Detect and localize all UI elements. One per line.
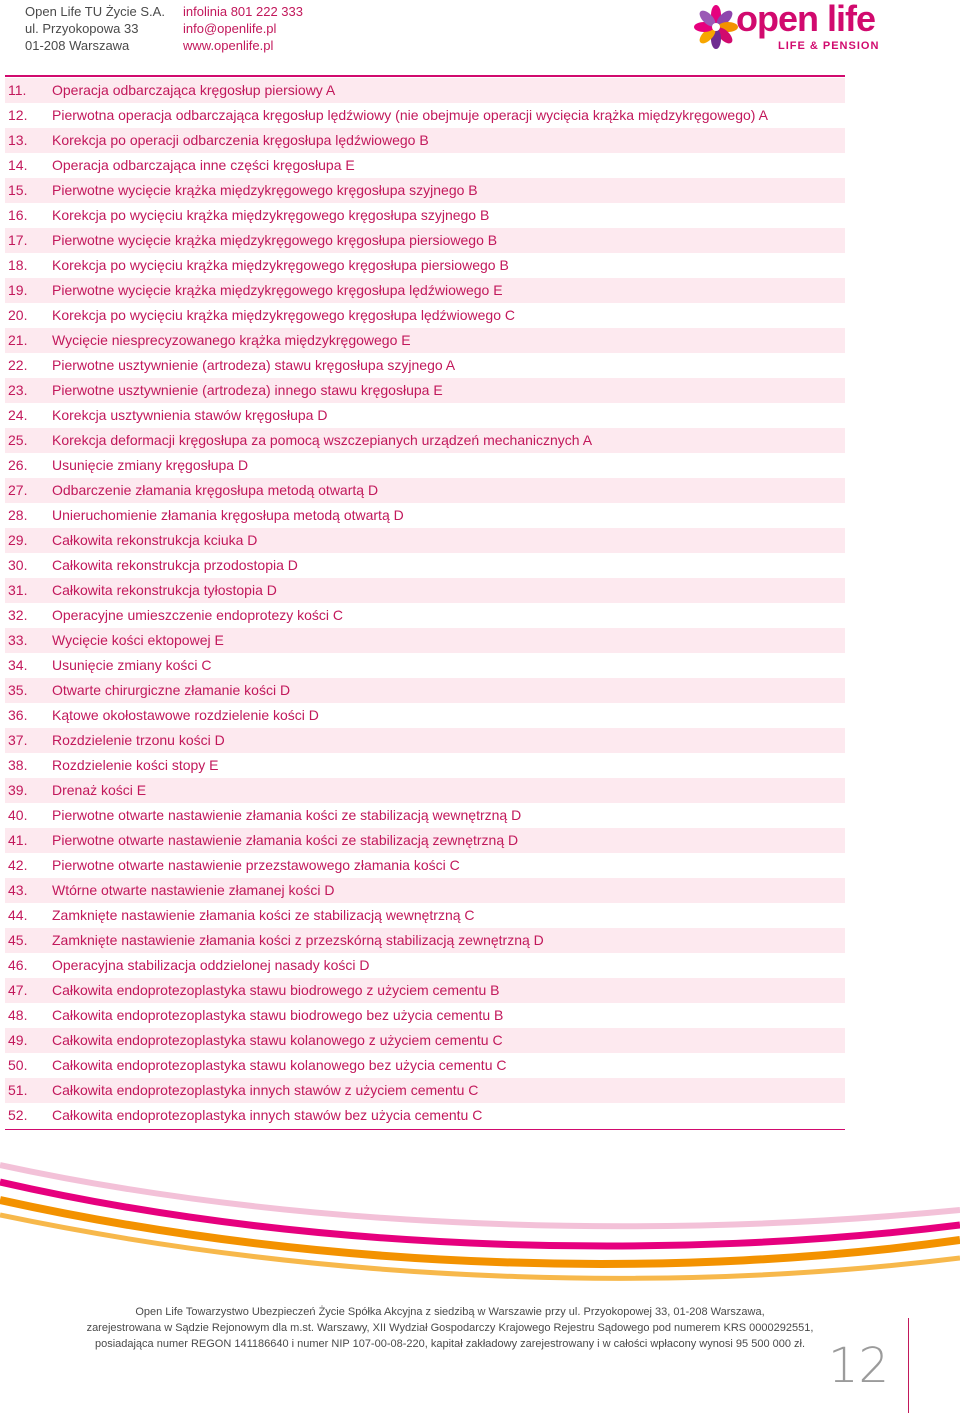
item-text: Korekcja po wycięciu krążka międzykręgowego kręgosłupa lędźwiowego C [52,307,515,323]
list-item [5,1028,845,1053]
company-address [25,3,165,54]
item-number: 23. [8,382,28,398]
list-item [5,653,845,678]
open-life-logo [694,2,884,54]
item-number: 32. [8,607,28,623]
item-number: 52. [8,1107,28,1123]
item-number: 17. [8,232,28,248]
list-item [5,1053,845,1078]
item-text: Całkowita endoprotezoplastyka stawu kolanowego z użyciem cementu C [52,1032,503,1048]
list-item [5,603,845,628]
item-number: 33. [8,632,28,648]
list-item [5,528,845,553]
list-item [5,703,845,728]
list-item [5,78,845,103]
list-item [5,753,845,778]
item-text: Unieruchomienie złamania kręgosłupa metodą otwartą D [52,507,404,523]
list-item [5,728,845,753]
list-item [5,128,845,153]
list-item [5,453,845,478]
item-text: Pierwotne usztywnienie (artrodeza) stawu kręgosłupa szyjnego A [52,357,456,373]
item-number: 29. [8,532,28,548]
item-number: 46. [8,957,28,973]
legal-footer [70,1304,830,1352]
item-text: Pierwotna operacja odbarczająca kręgosłup lędźwiowy (nie obejmuje operacji wycięcia krążka międzykręgowego) A [52,107,768,123]
list-item [5,628,845,653]
item-number: 20. [8,307,28,323]
list-end-rule [5,1129,845,1130]
item-text: Całkowita endoprotezoplastyka innych stawów z użyciem cementu C [52,1082,479,1098]
item-text: Korekcja deformacji kręgosłupa za pomocą wszczepianych urządzeń mechanicznych A [52,432,593,448]
list-item [5,278,845,303]
item-number: 48. [8,1007,28,1023]
item-text: Usunięcie zmiany kości C [52,657,212,673]
item-text: Korekcja po wycięciu krążka międzykręgowego kręgosłupa szyjnego B [52,207,490,223]
list-item [5,503,845,528]
item-text: Korekcja po operacji odbarczenia kręgosłupa lędźwiowego B [52,132,429,148]
item-number: 34. [8,657,28,673]
header-rule [5,75,845,77]
company-street: ul. Przyokopowa 33 [25,21,139,36]
list-item [5,953,845,978]
item-text: Całkowita rekonstrukcja przodostopia D [52,557,298,573]
item-number: 49. [8,1032,28,1048]
item-text: Korekcja usztywnienia stawów kręgosłupa D [52,407,328,423]
item-number: 41. [8,832,28,848]
list-item [5,978,845,1003]
list-item [5,778,845,803]
item-text: Pierwotne wycięcie krążka międzykręgowego kręgosłupa piersiowego B [52,232,498,248]
item-text: Wycięcie niesprecyzowanego krążka międzykręgowego E [52,332,411,348]
footer-line-1: Open Life Towarzystwo Ubezpieczeń Życie Spółka Akcyjna z siedzibą w Warszawie przy ul. Przyokopowej 33, 01-208 Warszawa, [135,1306,765,1318]
item-number: 36. [8,707,28,723]
item-number: 50. [8,1057,28,1073]
item-text: Operacja odbarczająca inne części kręgosłupa E [52,157,355,173]
item-text: Całkowita endoprotezoplastyka stawu biodrowego bez użycia cementu B [52,1007,504,1023]
list-item [5,303,845,328]
item-number: 11. [8,82,27,98]
list-item [5,1103,845,1128]
item-number: 39. [8,782,28,798]
item-number: 19. [8,282,28,298]
item-number: 26. [8,457,28,473]
list-item [5,678,845,703]
list-item [5,553,845,578]
website-link[interactable]: www.openlife.pl [183,38,274,53]
list-item [5,378,845,403]
item-text: Całkowita endoprotezoplastyka stawu biodrowego z użyciem cementu B [52,982,500,998]
list-item [5,228,845,253]
item-number: 51. [8,1082,28,1098]
item-number: 27. [8,482,28,498]
company-name: Open Life TU Życie S.A. [25,4,165,19]
item-text: Pierwotne usztywnienie (artrodeza) innego stawu kręgosłupa E [52,382,443,398]
item-number: 14. [8,157,28,173]
decorative-waves [0,1140,960,1300]
item-text: Rozdzielenie trzonu kości D [52,732,225,748]
item-number: 42. [8,857,28,873]
hotline: infolinia 801 222 333 [183,4,303,19]
list-item [5,153,845,178]
list-item [5,878,845,903]
procedure-list [5,78,845,1128]
item-number: 21. [8,332,28,348]
item-number: 13. [8,132,28,148]
list-item [5,828,845,853]
item-number: 15. [8,182,28,198]
list-item [5,478,845,503]
item-text: Wtórne otwarte nastawienie złamanej kości D [52,882,335,898]
item-text: Kątowe okołostawowe rozdzielenie kości D [52,707,319,723]
logo-wordmark: open life [736,0,876,39]
item-text: Odbarczenie złamania kręgosłupa metodą otwartą D [52,482,379,498]
list-item [5,103,845,128]
item-number: 40. [8,807,28,823]
item-text: Całkowita rekonstrukcja tyłostopia D [52,582,277,598]
item-text: Otwarte chirurgiczne złamanie kości D [52,682,291,698]
list-item [5,903,845,928]
company-contact [183,3,303,54]
item-text: Pierwotne wycięcie krążka międzykręgowego kręgosłupa szyjnego B [52,182,478,198]
flower-icon [694,4,738,50]
item-number: 35. [8,682,28,698]
item-number: 37. [8,732,28,748]
list-item [5,1003,845,1028]
item-text: Rozdzielenie kości stopy E [52,757,219,773]
item-text: Drenaż kości E [52,782,147,798]
email-link[interactable]: info@openlife.pl [183,21,277,36]
item-text: Pierwotne wycięcie krążka międzykręgowego kręgosłupa lędźwiowego E [52,282,503,298]
item-text: Korekcja po wycięciu krążka międzykręgowego kręgosłupa piersiowego B [52,257,509,273]
item-number: 24. [8,407,28,423]
company-city: 01-208 Warszawa [25,38,130,53]
item-number: 43. [8,882,28,898]
item-number: 12. [8,107,28,123]
item-text: Zamknięte nastawienie złamania kości z przezskórną stabilizacją zewnętrzną D [52,932,544,948]
item-text: Pierwotne otwarte nastawienie przezstawowego złamania kości C [52,857,460,873]
list-item [5,178,845,203]
item-number: 18. [8,257,28,273]
list-item [5,803,845,828]
page-number-divider [908,1318,909,1413]
list-item [5,853,845,878]
item-number: 31. [8,582,28,598]
item-number: 45. [8,932,28,948]
item-number: 25. [8,432,28,448]
logo-tagline: LIFE & PENSION [778,40,880,52]
page-number: 12 [828,1338,890,1394]
list-item [5,1078,845,1103]
footer-line-2: zarejestrowana w Sądzie Rejonowym dla m.st. Warszawy, XII Wydział Gospodarczy Krajowego Rejestru Sądowego pod numerem KRS 0000292551, [86,1322,814,1334]
list-item [5,428,845,453]
item-text: Całkowita endoprotezoplastyka stawu kolanowego bez użycia cementu C [52,1057,507,1073]
list-item [5,353,845,378]
item-text: Całkowita endoprotezoplastyka innych stawów bez użycia cementu C [52,1107,483,1123]
item-number: 44. [8,907,28,923]
item-text: Całkowita rekonstrukcja kciuka D [52,532,258,548]
item-text: Usunięcie zmiany kręgosłupa D [52,457,249,473]
item-text: Zamknięte nastawienie złamania kości ze stabilizacją wewnętrzną C [52,907,475,923]
item-number: 28. [8,507,28,523]
item-number: 16. [8,207,28,223]
footer-line-3: posiadająca numer REGON 141186640 i numer NIP 107-00-08-220, kapitał zakładowy zarejestrowany i w całości wpłacony wynosi 95 500 000 zł. [94,1338,806,1350]
item-number: 22. [8,357,28,373]
item-text: Operacyjne umieszczenie endoprotezy kości C [52,607,344,623]
list-item [5,203,845,228]
item-number: 38. [8,757,28,773]
list-item [5,328,845,353]
list-item [5,578,845,603]
item-number: 47. [8,982,28,998]
item-text: Operacja odbarczająca kręgosłup piersiowy A [52,82,336,98]
list-item [5,403,845,428]
list-item [5,928,845,953]
item-text: Pierwotne otwarte nastawienie złamania kości ze stabilizacją zewnętrzną D [52,832,519,848]
item-text: Wycięcie kości ektopowej E [52,632,224,648]
item-text: Operacyjna stabilizacja oddzielonej nasady kości D [52,957,370,973]
list-item [5,253,845,278]
item-text: Pierwotne otwarte nastawienie złamania kości ze stabilizacją wewnętrzną D [52,807,522,823]
item-number: 30. [8,557,28,573]
